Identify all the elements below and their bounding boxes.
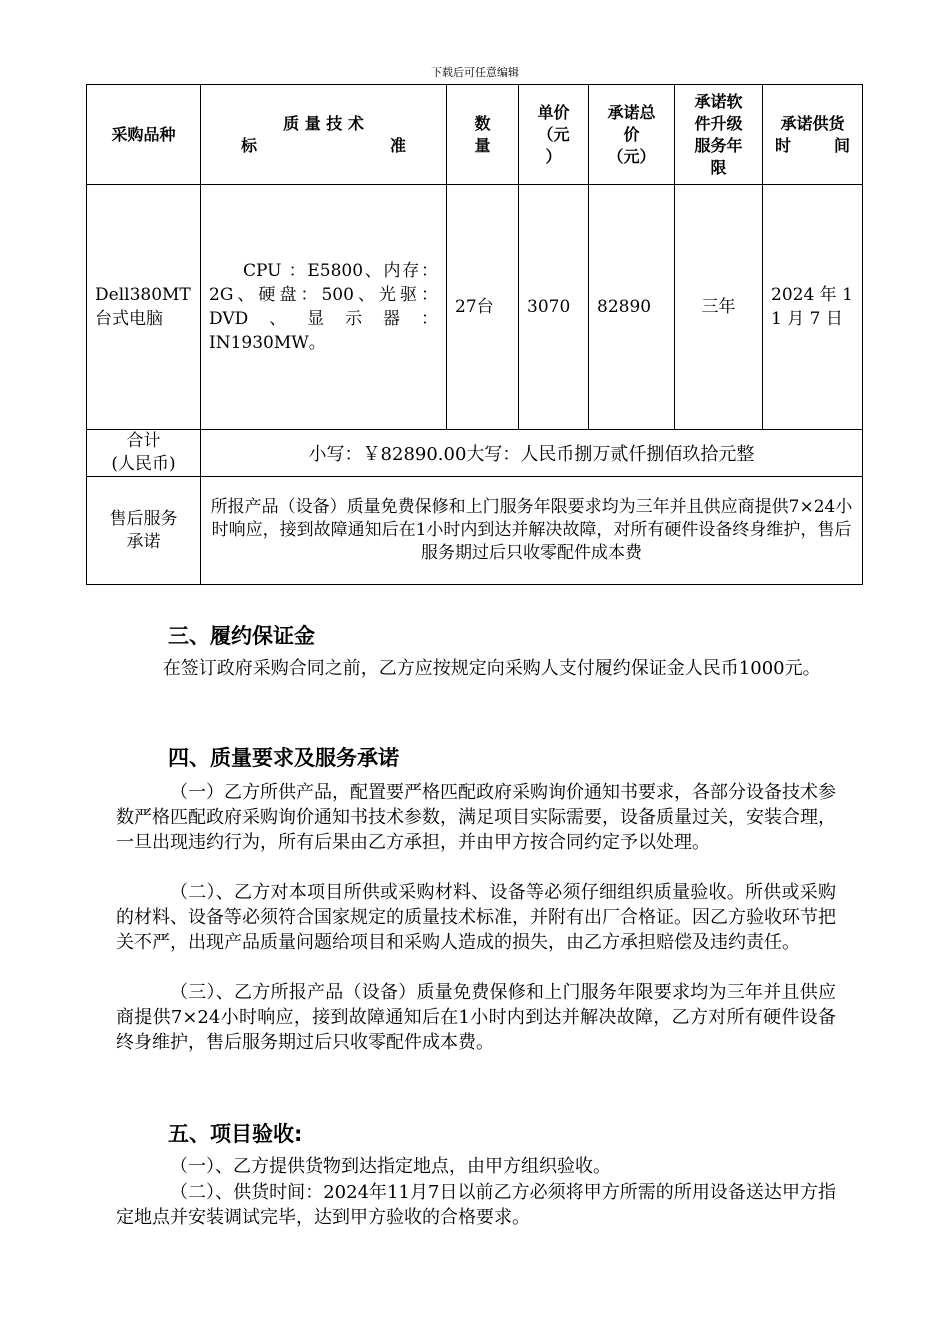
section-5-paragraph-2: （二）、供货时间：2024年11月7日以前乙方必须将甲方所需的所用设备送达甲方指定地点并安装调试完毕，达到甲方验收的合格要求。 [116,1182,836,1228]
section-5-paragraph-1: （一）、乙方提供货物到达指定地点，由甲方组织验收。 [170,1156,611,1177]
table-header-row [87,85,863,185]
header-delivery-b2: 间 [833,135,850,155]
header-service-years: 承诺软 件升级 服务年 限 [675,85,763,185]
procurement-table [86,84,863,585]
section-5-title: 五、项目验收: [168,1122,303,1146]
header-delivery-b1: 时 [775,135,792,155]
header-quality-b2: 准 [389,135,406,155]
header-delivery-line2 [763,135,862,157]
cell-total-price: 82890 [589,185,675,430]
after-sales-label: 售后服务 承诺 [87,477,201,585]
header-unit-price: 单价 （元 ） [519,85,589,185]
header-quality-b1: 标 [241,135,258,155]
total-value: 小写：￥82890.00大写：人民币捌万贰仟捌佰玖拾元整 [201,430,863,477]
header-qty: 数 量 [447,85,519,185]
section-3-paragraph: 在签订政府采购合同之前，乙方应按规定向采购人支付履约保证金人民币1000元。 [162,658,821,679]
cell-item: Dell380MT台式电脑 [87,185,201,430]
section-4-paragraph-1: （一）乙方所供产品，配置要严格匹配政府采购询价通知书要求，各部分设备技术参数严格匹配政府采购询价通知书技术参数，满足项目实际需要，设备质量过关，安装合理，一旦出现违约行为，所有后果由乙方承担，并由甲方按合同约定予以处理。 [116,782,836,853]
table-after-sales-row [87,477,863,585]
total-label: 合计 (人民币) [87,430,201,477]
header-quality-line2 [201,135,446,157]
header-delivery-line1: 承诺供货 [780,113,845,133]
cell-qty: 27台 [447,185,519,430]
header-quality-line1: 质 量 技 术 [283,113,364,133]
header-delivery [763,85,863,185]
cell-unit-price: 3070 [519,185,589,430]
header-quality [201,85,447,185]
header-item: 采购品种 [87,85,201,185]
section-3-title: 三、履约保证金 [168,624,315,648]
cell-spec: CPU ：E5800、内存：2G、硬盘：500、光驱：DVD、显示器：IN1930MW。 [201,185,447,430]
section-4-paragraph-2: （二）、乙方对本项目所供或采购材料、设备等必须仔细组织质量验收。所供或采购的材料、设备等必须符合国家规定的质量技术标准，并附有出厂合格证。因乙方验收环节把关不严，出现产品质量问题给项目和采购人造成的损失，由乙方承担赔偿及违约责任。 [116,882,836,953]
section-4-paragraph-3: （三）、乙方所报产品（设备）质量免费保修和上门服务年限要求均为三年并且供应商提供7×24小时响应，接到故障通知后在1小时内到达并解决故障，乙方对所有硬件设备终身维护，售后服务期过后只收零配件成本费。 [116,982,836,1053]
table-row [87,185,863,430]
header-note: 下载后可任意编辑 [431,66,519,79]
table-total-row [87,430,863,477]
header-total-price: 承诺总 价 （元） [589,85,675,185]
cell-service-years: 三年 [675,185,763,430]
after-sales-value: 所报产品（设备）质量免费保修和上门服务年限要求均为三年并且供应商提供7×24小时响应，接到故障通知后在1小时内到达并解决故障，对所有硬件设备终身维护，售后服务期过后只收零配件成本费 [201,477,863,585]
section-4-title: 四、质量要求及服务承诺 [168,746,399,770]
cell-delivery: 2024 年 11 月 7 日 [763,185,863,430]
